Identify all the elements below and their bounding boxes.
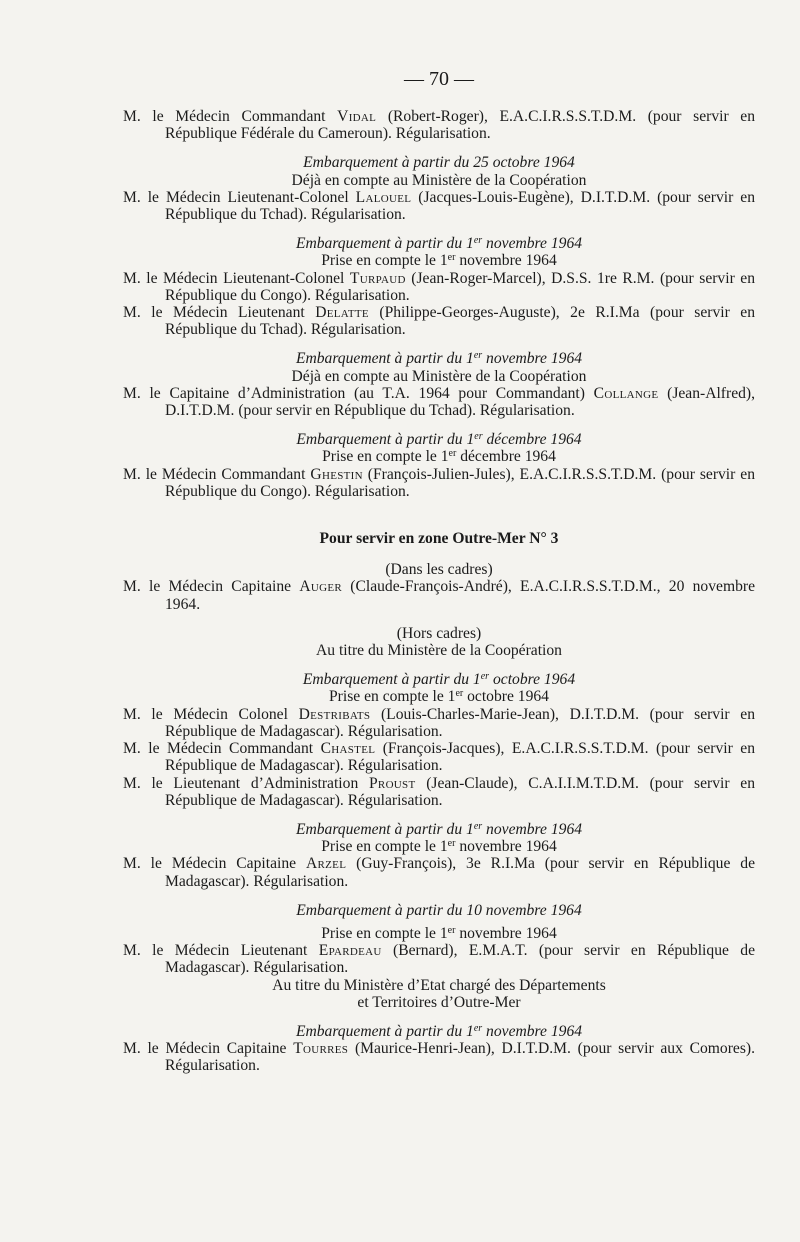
entry-details: (Philippe-Georges-Auguste), 2e R.I.Ma (pour servir en République du Tchad). Régularisation. xyxy=(165,304,756,339)
line-text: (Hors cadres) xyxy=(396,624,482,642)
entry-details: (François-Jacques), E.A.C.I.R.S.S.T.D.M. (pour servir en République de Madagascar). Régularisation. xyxy=(165,740,755,775)
superscript: er xyxy=(448,448,457,460)
superscript: er xyxy=(447,838,456,850)
embarkation-date xyxy=(123,350,755,367)
superscript: er xyxy=(455,688,464,700)
centered-line xyxy=(123,625,755,642)
line-text: Embarquement à partir du 1 xyxy=(295,350,474,368)
embarkation-date xyxy=(123,902,755,919)
line-text: Au titre du Ministère d’Etat chargé des Départements xyxy=(272,976,606,994)
officer-surname: Delatte xyxy=(315,304,369,322)
line-text: Prise en compte le 1 xyxy=(321,252,448,270)
entry-prefix: M. le Médecin Capitaine xyxy=(123,578,300,596)
page-content xyxy=(123,68,755,1075)
line-text: Prise en compte le 1 xyxy=(321,924,448,942)
officer-entry xyxy=(123,189,755,223)
officer-entry xyxy=(123,740,755,774)
line-text-end: décembre 1964 xyxy=(456,448,556,466)
superscript: er xyxy=(473,235,483,247)
officer-surname: Epardeau xyxy=(318,942,382,960)
officer-entry xyxy=(123,1040,755,1074)
line-text: Embarquement à partir du 1 xyxy=(295,235,474,253)
centered-line xyxy=(123,561,755,578)
officer-surname: Auger xyxy=(299,578,343,596)
page-number: — 70 — xyxy=(404,68,474,90)
line-text: Embarquement à partir du 1 xyxy=(302,671,481,689)
superscript: er xyxy=(473,820,483,832)
centered-line xyxy=(123,172,755,189)
embarkation-date xyxy=(123,1023,755,1040)
line-text-end: octobre 1964 xyxy=(463,688,549,706)
officer-surname: Proust xyxy=(368,774,416,792)
entry-details: (Robert-Roger), E.A.C.I.R.S.S.T.D.M. (pour servir en République Fédérale du Cameroun). Régularisation. xyxy=(165,108,755,143)
officer-entry xyxy=(123,578,755,612)
line-text: Prise en compte le 1 xyxy=(322,448,449,466)
line-text-end: novembre 1964 xyxy=(482,350,583,368)
centered-line xyxy=(123,688,755,705)
line-text-end: octobre 1964 xyxy=(489,671,576,689)
entry-prefix: M. le Lieutenant d’Administration xyxy=(123,774,369,792)
line-text: Pour servir en zone Outre-Mer N° 3 xyxy=(319,530,559,548)
officer-entry xyxy=(123,775,755,809)
line-text: Embarquement à partir du 1 xyxy=(295,1022,474,1040)
embarkation-date xyxy=(123,154,755,171)
entry-prefix: M. le Médecin Lieutenant xyxy=(123,942,319,960)
embarkation-date xyxy=(123,235,755,252)
line-text: Prise en compte le 1 xyxy=(329,688,456,706)
line-text-end: décembre 1964 xyxy=(482,431,582,449)
entry-details: (Jacques-Louis-Eugène), D.I.T.D.M. (pour servir en République du Tchad). Régularisation. xyxy=(165,188,755,224)
superscript: er xyxy=(473,1022,483,1034)
centered-line xyxy=(123,368,755,385)
centered-line xyxy=(123,448,755,465)
line-text: Embarquement à partir du 1 xyxy=(296,431,475,449)
section-heading xyxy=(123,530,755,547)
centered-line xyxy=(123,977,755,994)
entry-prefix: M. le Médecin Commandant xyxy=(123,740,321,758)
officer-entry xyxy=(123,466,755,500)
officer-surname: Turpaud xyxy=(349,269,406,287)
officer-surname: Collange xyxy=(593,384,659,402)
officer-surname: Ghestin xyxy=(310,465,363,483)
line-text: Déjà en compte au Ministère de la Coopération xyxy=(291,367,587,385)
line-text: Déjà en compte au Ministère de la Coopération xyxy=(291,171,587,189)
line-text: Au titre du Ministère de la Coopération xyxy=(316,642,562,660)
officer-entry xyxy=(123,108,755,142)
entry-details: (Claude-François-André), E.A.C.I.R.S.S.T.D.M., 20 novembre 1964. xyxy=(165,578,755,613)
centered-line xyxy=(123,838,755,855)
line-text: et Territoires d’Outre-Mer xyxy=(357,993,521,1011)
officer-surname: Destribats xyxy=(298,705,371,723)
officer-surname: Lalouel xyxy=(355,188,412,206)
entry-details: (Jean-Roger-Marcel), D.S.S. 1re R.M. (pour servir en République du Congo). Régularisation. xyxy=(165,269,755,304)
entry-details: (François-Julien-Jules), E.A.C.I.R.S.S.T.D.M. (pour servir en République du Congo). Régularisation. xyxy=(165,465,755,500)
officer-entry xyxy=(123,855,755,889)
officer-surname: Vidal xyxy=(337,108,377,125)
centered-line xyxy=(123,994,755,1011)
entry-details: (Louis-Charles-Marie-Jean), D.I.T.D.M. (pour servir en République de Madagascar). Régularisation. xyxy=(165,705,756,740)
line-text-end: novembre 1964 xyxy=(455,924,557,942)
entry-details: (Maurice-Henri-Jean), D.I.T.D.M. (pour servir aux Comores). Régularisation. xyxy=(165,1040,755,1075)
entry-prefix: M. le Médecin Lieutenant-Colonel xyxy=(123,188,356,206)
line-text: Embarquement à partir du 25 octobre 1964 xyxy=(303,154,575,172)
centered-line xyxy=(123,642,755,659)
entry-prefix: M. le Médecin Commandant xyxy=(123,108,338,125)
line-text: Prise en compte le 1 xyxy=(321,838,448,856)
officer-entry xyxy=(123,304,755,338)
entry-prefix: M. le Capitaine d’Administration (au T.A. 1964 pour Commandant) xyxy=(123,384,594,402)
line-text-end: novembre 1964 xyxy=(455,252,557,270)
centered-line xyxy=(123,252,755,269)
line-text-end: novembre 1964 xyxy=(482,235,583,253)
embarkation-date xyxy=(123,671,755,688)
entry-details: (Jean-Alfred), D.I.T.D.M. (pour servir en République du Tchad). Régularisation. xyxy=(165,384,756,420)
line-text-end: novembre 1964 xyxy=(482,820,583,838)
superscript: er xyxy=(474,431,483,443)
superscript: er xyxy=(447,252,456,264)
entry-prefix: M. le Médecin Colonel xyxy=(123,705,299,723)
entry-prefix: M. le Médecin Capitaine xyxy=(123,1040,294,1058)
entry-prefix: M. le Médecin Capitaine xyxy=(123,855,306,873)
entry-prefix: M. le Médecin Lieutenant-Colonel xyxy=(123,269,350,287)
line-text-end: novembre 1964 xyxy=(482,1022,583,1040)
entry-prefix: M. le Médecin Lieutenant xyxy=(123,304,316,322)
entry-details: (Guy-François), 3e R.I.Ma (pour servir en République de Madagascar). Régularisation. xyxy=(165,855,755,890)
officer-surname: Tourres xyxy=(293,1040,349,1058)
officer-entry xyxy=(123,385,755,419)
officer-entry xyxy=(123,942,755,976)
line-text: Embarquement à partir du 1 xyxy=(295,820,474,838)
superscript: er xyxy=(447,924,456,936)
line-text: (Dans les cadres) xyxy=(385,561,493,579)
officer-surname: Arzel xyxy=(305,855,347,873)
embarkation-date xyxy=(123,431,755,448)
line-text-end: novembre 1964 xyxy=(455,838,557,856)
officer-entry xyxy=(123,270,755,304)
embarkation-date xyxy=(123,821,755,838)
entry-prefix: M. le Médecin Commandant xyxy=(123,465,311,483)
entry-details: (Jean-Claude), C.A.I.I.M.T.D.M. (pour servir en République de Madagascar). Régularisation. xyxy=(165,774,755,809)
superscript: er xyxy=(473,350,483,362)
line-text: Embarquement à partir du 10 novembre 1964 xyxy=(296,901,582,919)
centered-line xyxy=(123,925,755,942)
officer-surname: Chastel xyxy=(320,740,376,758)
superscript: er xyxy=(480,671,490,683)
officer-entry xyxy=(123,706,755,740)
entry-details: (Bernard), E.M.A.T. (pour servir en République de Madagascar). Régularisation. xyxy=(165,942,756,977)
